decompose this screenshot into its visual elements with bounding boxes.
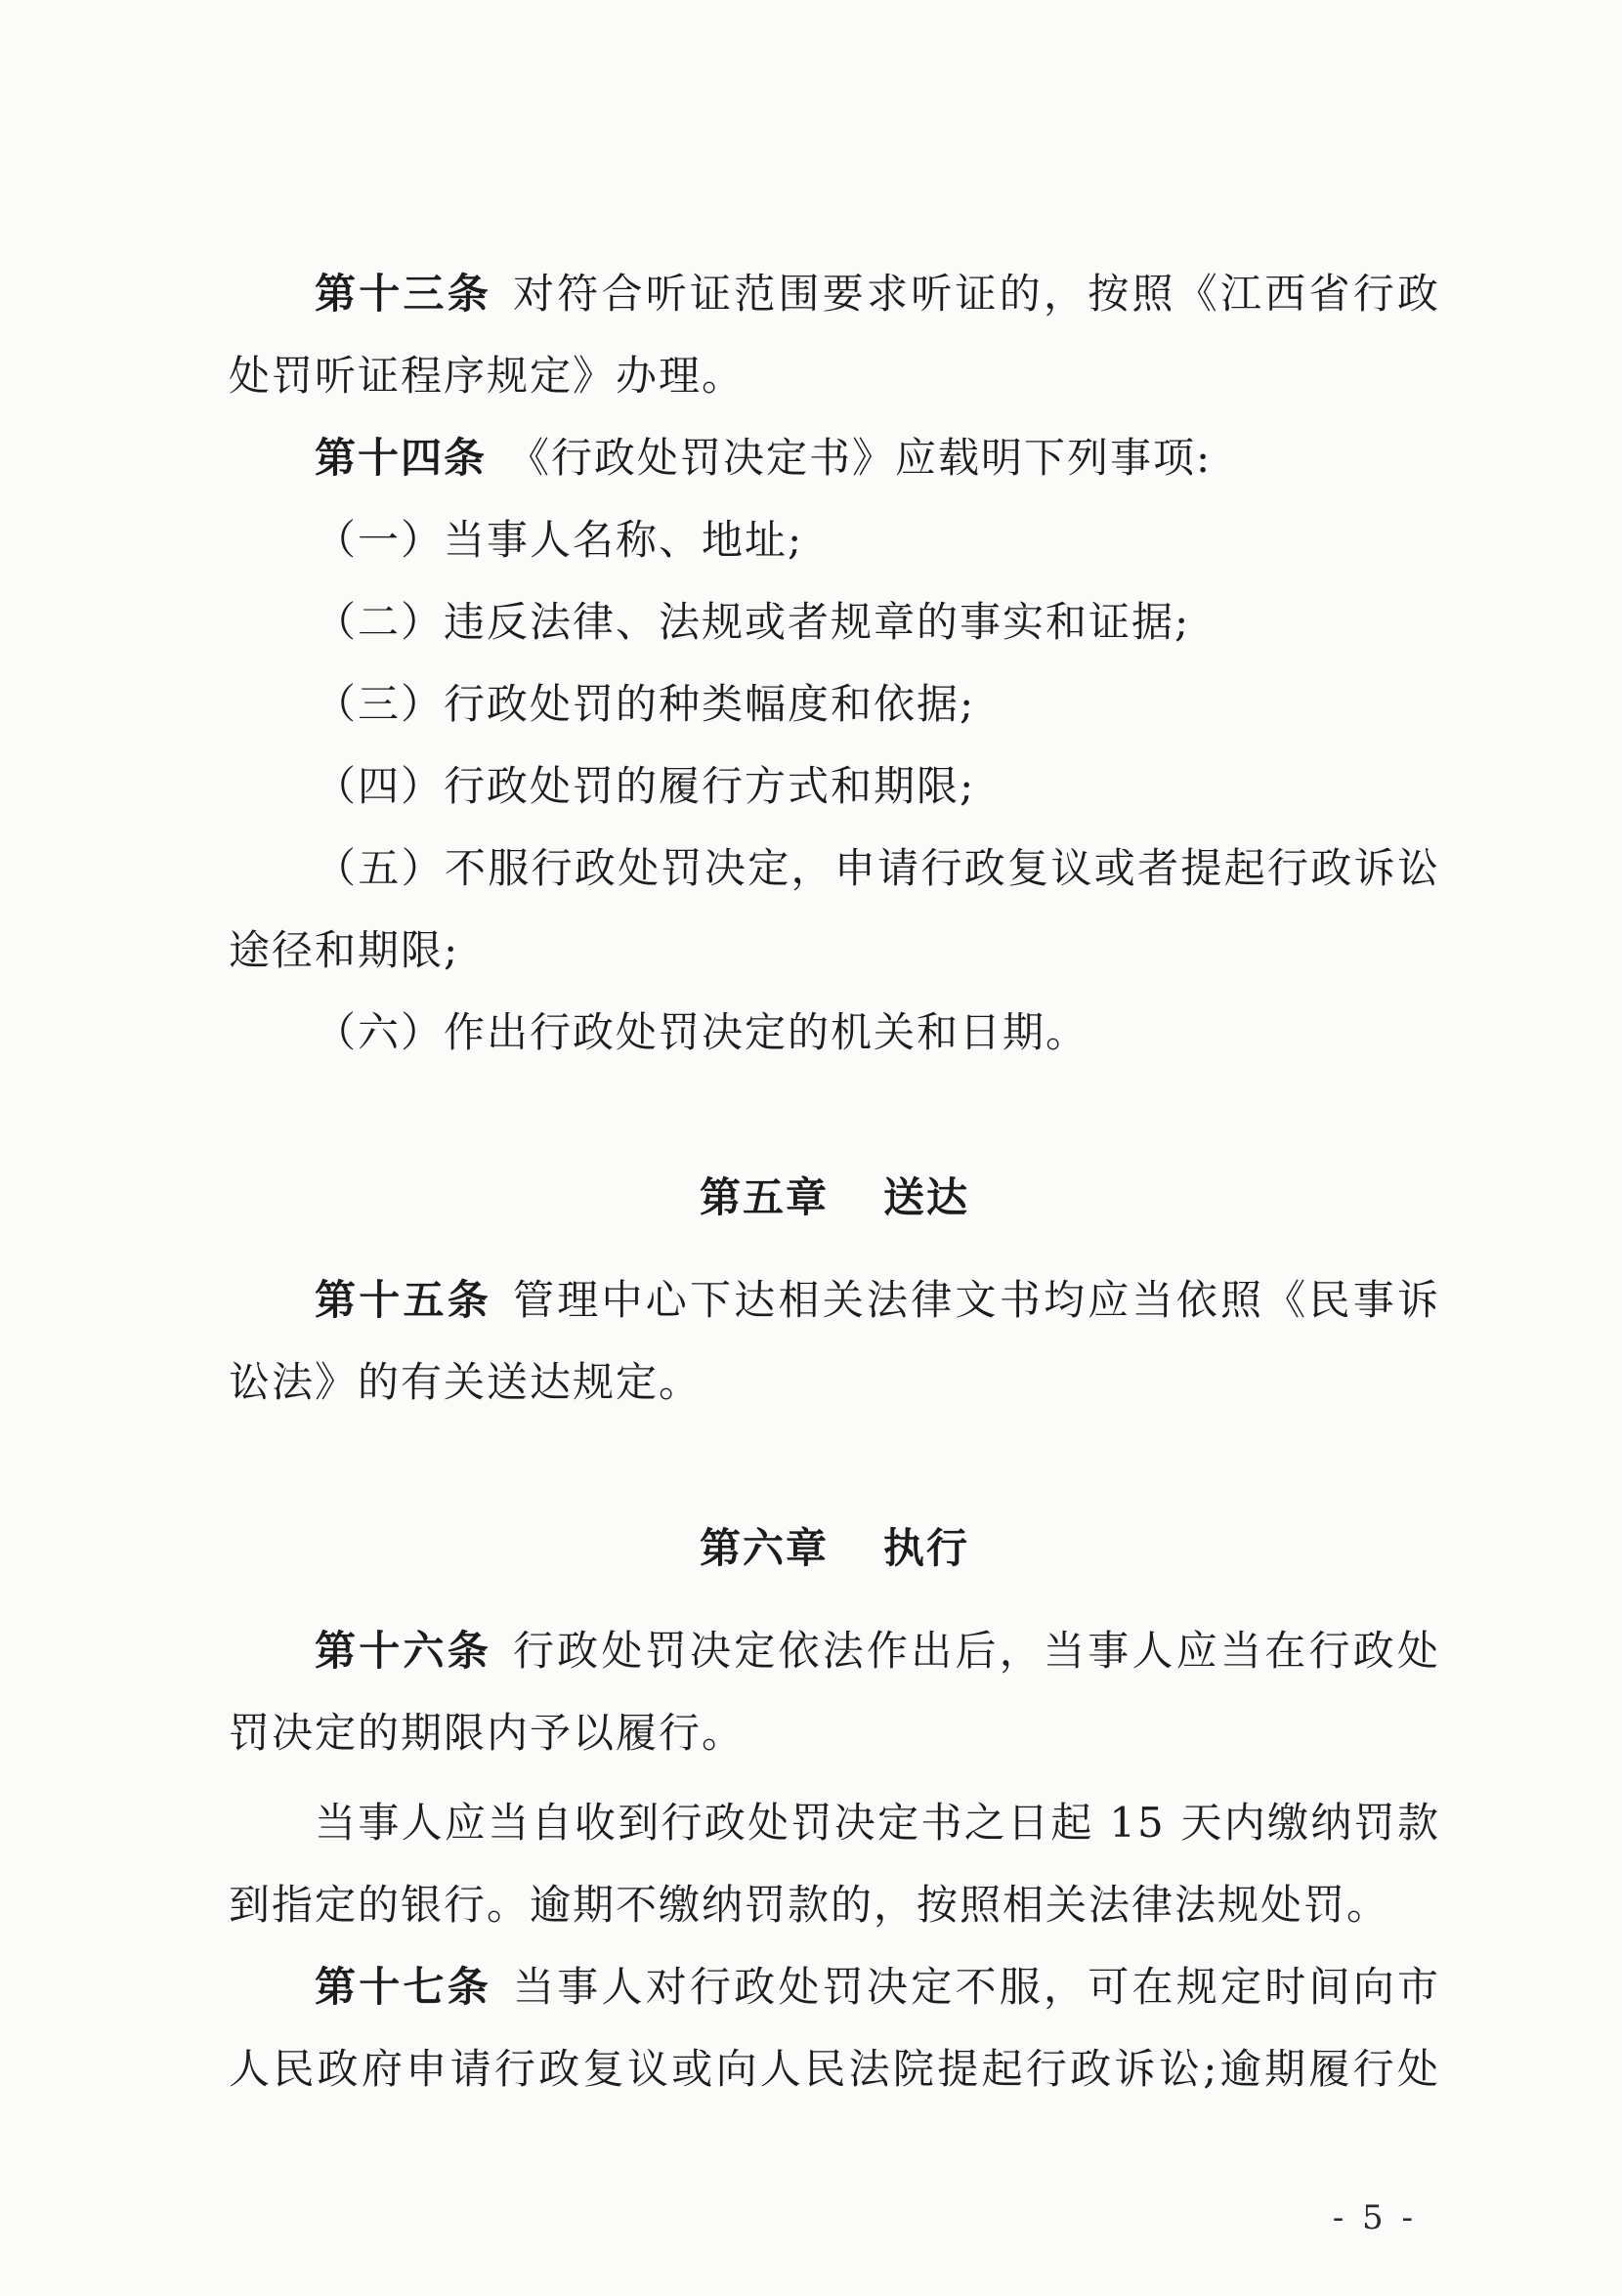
article-17-label: 第十七条	[315, 1963, 491, 2011]
chapter-5-title: 送达	[883, 1173, 970, 1221]
article-14-line-1	[229, 417, 1440, 499]
page-number: - 5 -	[1332, 2198, 1417, 2237]
article-14-item-3: （三）行政处罚的种类幅度和依据;	[315, 680, 976, 728]
article-14-text-1: 《行政处罚决定书》应载明下列事项:	[508, 434, 1213, 482]
article-16-paragraph-2-line-1: 当事人应当自收到行政处罚决定书之日起 15 天内缴纳罚款	[315, 1799, 1440, 1847]
article-16-paragraph-2-line-2: 到指定的银行。逾期不缴纳罚款的，按照相关法律法规处罚。	[229, 1881, 1390, 1929]
article-14-label: 第十四条	[315, 434, 488, 482]
article-16-text-1: 行政处罚决定依法作出后，当事人应当在行政处	[513, 1627, 1440, 1675]
chapter-6-number: 第六章	[699, 1524, 829, 1572]
article-14-item-5-line-2: 途径和期限;	[229, 926, 460, 974]
article-16-label: 第十六条	[315, 1627, 491, 1675]
article-15-line-2: 讼法》的有关送达规定。	[229, 1358, 703, 1406]
chapter-5-heading	[229, 1157, 1440, 1239]
article-13-text-1: 对符合听证范围要求听证的，按照《江西省行政	[513, 270, 1440, 318]
article-16-line-2: 罚决定的期限内予以履行。	[229, 1709, 746, 1757]
article-14-item-6: （六）作出行政处罚决定的机关和日期。	[315, 1008, 1089, 1056]
article-14-item-2: （二）违反法律、法规或者规章的事实和证据;	[315, 598, 1191, 646]
article-13-line-1	[229, 253, 1440, 335]
chapter-6-heading	[229, 1508, 1440, 1590]
article-17-line-2: 人民政府申请行政复议或向人民法院提起行政诉讼;逾期履行处	[229, 2045, 1440, 2093]
article-17-line-1	[229, 1946, 1440, 2028]
article-15-text-1: 管理中心下达相关法律文书均应当依照《民事诉	[513, 1276, 1440, 1324]
article-13-line-2: 处罚听证程序规定》办理。	[229, 352, 746, 400]
article-14-item-1: （一）当事人名称、地址;	[315, 516, 804, 564]
article-15-line-1	[229, 1259, 1440, 1341]
article-14-item-4: （四）行政处罚的履行方式和期限;	[315, 762, 976, 810]
document-body	[229, 253, 1440, 2110]
article-13-label: 第十三条	[315, 270, 491, 318]
chapter-5-number: 第五章	[699, 1173, 829, 1221]
article-16-line-1	[229, 1610, 1440, 1692]
article-14-item-5-line-1: （五）不服行政处罚决定，申请行政复议或者提起行政诉讼	[315, 844, 1440, 892]
article-15-label: 第十五条	[315, 1276, 491, 1324]
article-17-text-1: 当事人对行政处罚决定不服，可在规定时间向市	[513, 1963, 1440, 2011]
chapter-6-title: 执行	[883, 1524, 970, 1572]
